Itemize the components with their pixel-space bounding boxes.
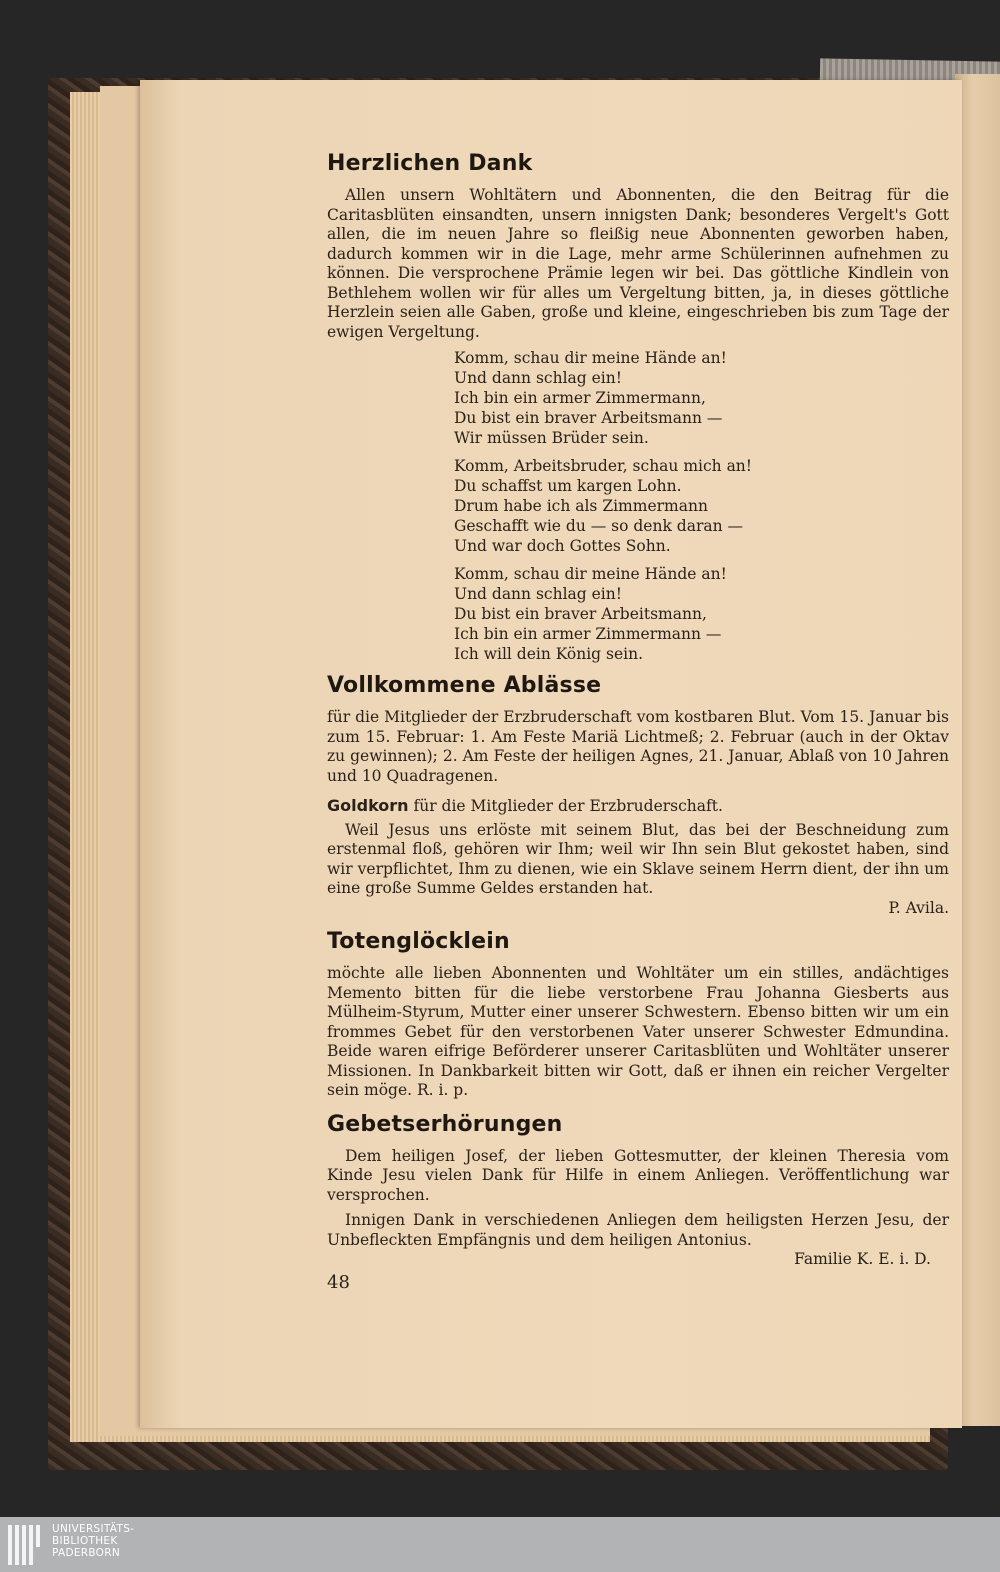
poem-line: Wir müssen Brüder sein. xyxy=(454,429,649,447)
poem-line: Ich will dein König sein. xyxy=(454,645,644,663)
poem-line: Und war doch Gottes Sohn. xyxy=(454,537,671,555)
library-logo-icon xyxy=(8,1525,48,1565)
goldkorn-intro xyxy=(327,796,949,817)
poem-line: Und dann schlag ein! xyxy=(454,369,622,387)
section-heading-gebet: Gebetserhörungen xyxy=(327,1111,563,1137)
poem-line: Du bist ein braver Arbeitsmann, xyxy=(454,605,707,623)
poem-line: Und dann schlag ein! xyxy=(454,585,622,603)
section-heading-ablaesse: Vollkommene Ablässe xyxy=(327,673,602,698)
poem-stanza xyxy=(454,564,814,664)
poem-line: Du schaffst um kargen Lohn. xyxy=(454,477,682,495)
poem-line: Komm, Arbeitsbruder, schau mich an! xyxy=(454,457,753,475)
poem-line: Ich bin ein armer Zimmermann — xyxy=(454,625,722,643)
poem-line: Komm, schau dir meine Hände an! xyxy=(454,349,727,367)
poem-line: Komm, schau dir meine Hände an! xyxy=(454,565,727,583)
library-logo-line: PADERBORN xyxy=(52,1547,120,1559)
gebet-signature: Familie K. E. i. D. xyxy=(794,1250,931,1268)
poem-line: Geschafft wie du — so denk daran — xyxy=(454,517,743,535)
goldkorn-intro-text: für die Mitglieder der Erzbruderschaft. xyxy=(408,797,723,815)
library-logo-line: UNIVERSITÄTS- xyxy=(52,1523,135,1535)
section-heading-dank: Herzlichen Dank xyxy=(327,151,533,176)
dank-paragraph: Allen unsern Wohltätern und Abonnenten, die den Beitrag für die Caritasblüten einsandten, unsern innigsten Dank; besonderes Vergelt's Gott allen, die im neuen Jahre so fleißig neue Abonnenten geworben haben, dadurch kommen wir in die Lage, mehr arme Schülerinnen aufnehmen zu können. Die versprochene Prämie legen wir bei. Das göttliche Kindlein von Bethlehem wollen wir für alles um Vergeltung bitten, ja, in dieses göttliche Herzlein seien alle Gaben, große und kleine, eingeschrieben bis zum Tage der ewigen Vergeltung. xyxy=(327,186,949,341)
page-number: 48 xyxy=(327,1272,350,1293)
library-logo-text xyxy=(52,1523,134,1559)
library-logo-line: BIBLIOTHEK xyxy=(52,1535,118,1547)
library-footer xyxy=(0,1517,1000,1572)
poem-line: Du bist ein braver Arbeitsmann — xyxy=(454,409,723,427)
poem xyxy=(454,348,814,664)
gebet-paragraph-1: Dem heiligen Josef, der lieben Gottesmutter, der kleinen Theresia vom Kinde Jesu vielen Dank für Hilfe in einem Anliegen. Veröffentlichung war versprochen. xyxy=(327,1146,949,1204)
poem-stanza xyxy=(454,348,814,448)
poem-line: Drum habe ich als Zimmermann xyxy=(454,497,708,515)
goldkorn-author: P. Avila. xyxy=(888,898,949,917)
poem-stanza xyxy=(454,456,814,556)
poem-line: Ich bin ein armer Zimmermann, xyxy=(454,389,706,407)
goldkorn-label: Goldkorn xyxy=(327,796,409,815)
section-heading-toten: Totenglöcklein xyxy=(327,929,510,954)
page-content xyxy=(327,146,949,1270)
ablaesse-paragraph: für die Mitglieder der Erzbruderschaft vom kostbaren Blut. Vom 15. Januar bis zum 15. Februar: 1. Am Feste Mariä Lichtmeß; 2. Februar (auch in der Oktav zu gewinnen); 2. Am Feste der heiligen Agnes, 21. Januar, Ablaß von 10 Jahren und 10 Quadragenen. xyxy=(327,708,949,785)
goldkorn-paragraph: Weil Jesus uns erlöste mit seinem Blut, das bei der Beschneidung zum erstenmal floß, gehören wir Ihm; weil wir Ihn sein Blut gekostet haben, sind wir verpflichtet, Ihm zu dienen, wie ein Sklave seinem Herrn dient, der ihn um eine große Summe Geldes erstanden hat. xyxy=(327,820,949,897)
gebet-paragraph-2: Innigen Dank in verschiedenen Anliegen dem heiligsten Herzen Jesu, der Unbefleckten Empfängnis und dem heiligen Antonius. xyxy=(327,1211,949,1249)
toten-paragraph: möchte alle lieben Abonnenten und Wohltäter um ein stilles, andächtiges Memento bitten für die liebe verstorbene Frau Johanna Giesberts aus Mülheim-Styrum, Mutter einer unserer Schwestern. Ebenso bitten wir um ein frommes Gebet für den verstorbenen Vater unserer Schwester Edmundina. Beide waren eifrige Beförderer unserer Caritasblüten und Wohltäter unserer Missionen. In Dankbarkeit bitten wir Gott, daß er ihnen ein reicher Vergelter sein möge. R. i. p. xyxy=(327,964,949,1099)
